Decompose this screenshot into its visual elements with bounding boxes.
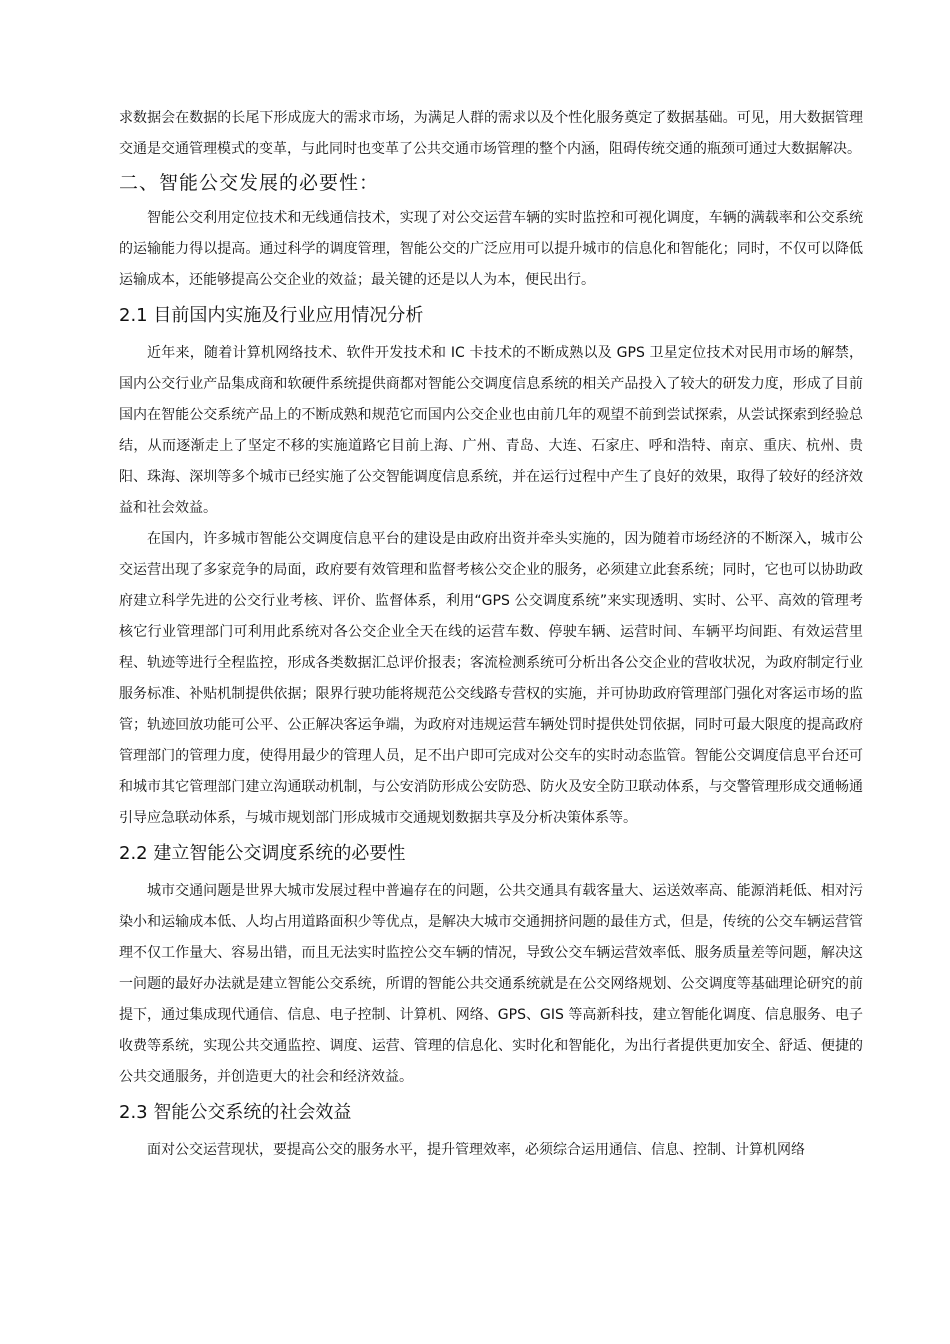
- section-2-3-paragraph: 面对公交运营现状，要提高公交的服务水平，提升管理效率，必须综合运用通信、信息、控制、计算机网络: [147, 1142, 805, 1158]
- section-2-1-paragraph-1: 近年来，随着计算机网络技术、软件开发技术和 IC 卡技术的不断成熟以及 GPS 卫星定位技术对民用市场的解禁，国内公交行业产品集成商和软硬件系统提供商都对智能公交调度信息系统的相关产品投入了较大的研发力度，形成了目前国内在智能公交系统产品上的不断成熟和规范它而国内公交企业也由前几年的观望不前到尝试探索，从尝试探索到经验总结，从而逐渐走上了坚定不移的实施道路它目前上海、广州、青岛、大连、石家庄、呼和浩特、南京、重庆、杭州、贵阳、珠海、深圳等多个城市已经实施了公交智能调度信息系统，并在运行过程中产生了良好的效果，取得了较好的经济效益和社会效益。: [119, 345, 863, 516]
- document-page: [119, 103, 863, 1166]
- intro-paragraph: 求数据会在数据的长尾下形成庞大的需求市场，为满足人群的需求以及个性化服务奠定了数据基础。可见，用大数据管理交通是交通管理模式的变革，与此同时也变革了公共交通市场管理的整个内涵，阻碍传统交通的瓶颈可通过大数据解决。: [119, 110, 863, 157]
- section-2-2-heading: 2.2 建立智能公交调度系统的必要性: [119, 843, 406, 864]
- section-2-1-heading: 2.1 目前国内实施及行业应用情况分析: [119, 305, 424, 326]
- section-2-1-paragraph-2: 在国内，许多城市智能公交调度信息平台的建设是由政府出资并牵头实施的，因为随着市场经济的不断深入，城市公交运营出现了多家竞争的局面，政府要有效管理和监督考核公交企业的服务，必须建立此套系统；同时，它也可以协助政府建立科学先进的公交行业考核、评价、监督体系，利用“GPS 公交调度系统”来实现透明、实时、公平、高效的管理考核它行业管理部门可利用此系统对各公交企业全天在线的运营车数、停驶车辆、运营时间、车辆平均间距、有效运营里程、轨迹等进行全程监控，形成各类数据汇总评价报表；客流检测系统可分析出各公交企业的营收状况，为政府制定行业服务标准、补贴机制提供依据；限界行驶功能将规范公交线路专营权的实施，并可协助政府管理部门强化对客运市场的监管；轨迹回放功能可公平、公正解决客运争端，为政府对违规运营车辆处罚时提供处罚依据，同时可最大限度的提高政府管理部门的管理力度，使得用最少的管理人员，足不出户即可完成对公交车的实时动态监管。智能公交调度信息平台还可和城市其它管理部门建立沟通联动机制，与公安消防形成公安防恐、防火及安全防卫联动体系，与交警管理形成交通畅通引导应急联动体系，与城市规划部门形成城市交通规划数据共享及分析决策体系等。: [119, 531, 863, 826]
- section-2-paragraph: 智能公交利用定位技术和无线通信技术，实现了对公交运营车辆的实时监控和可视化调度，车辆的满载率和公交系统的运输能力得以提高。通过科学的调度管理，智能公交的广泛应用可以提升城市的信息化和智能化；同时，不仅可以降低运输成本，还能够提高公交企业的效益；最关键的还是以人为本，便民出行。: [119, 210, 863, 288]
- section-2-heading: 二、智能公交发展的必要性：: [119, 172, 380, 194]
- section-2-3-heading: 2.3 智能公交系统的社会效益: [119, 1102, 352, 1123]
- section-2-2-paragraph: 城市交通问题是世界大城市发展过程中普遍存在的问题，公共交通具有载客量大、运送效率高、能源消耗低、相对污染小和运输成本低、人均占用道路面积少等优点，是解决大城市交通拥挤问题的最佳方式，但是，传统的公交车辆运营管理不仅工作量大、容易出错，而且无法实时监控公交车辆的情况，导致公交车辆运营效率低、服务质量差等问题，解决这一问题的最好办法就是建立智能公交系统，所谓的智能公共交通系统就是在公交网络规划、公交调度等基础理论研究的前提下，通过集成现代通信、信息、电子控制、计算机、网络、GPS、GIS 等高新科技，建立智能化调度、信息服务、电子收费等系统，实现公共交通监控、调度、运营、管理的信息化、实时化和智能化，为出行者提供更加安全、舒适、便捷的公共交通服务，并创造更大的社会和经济效益。: [119, 883, 863, 1085]
